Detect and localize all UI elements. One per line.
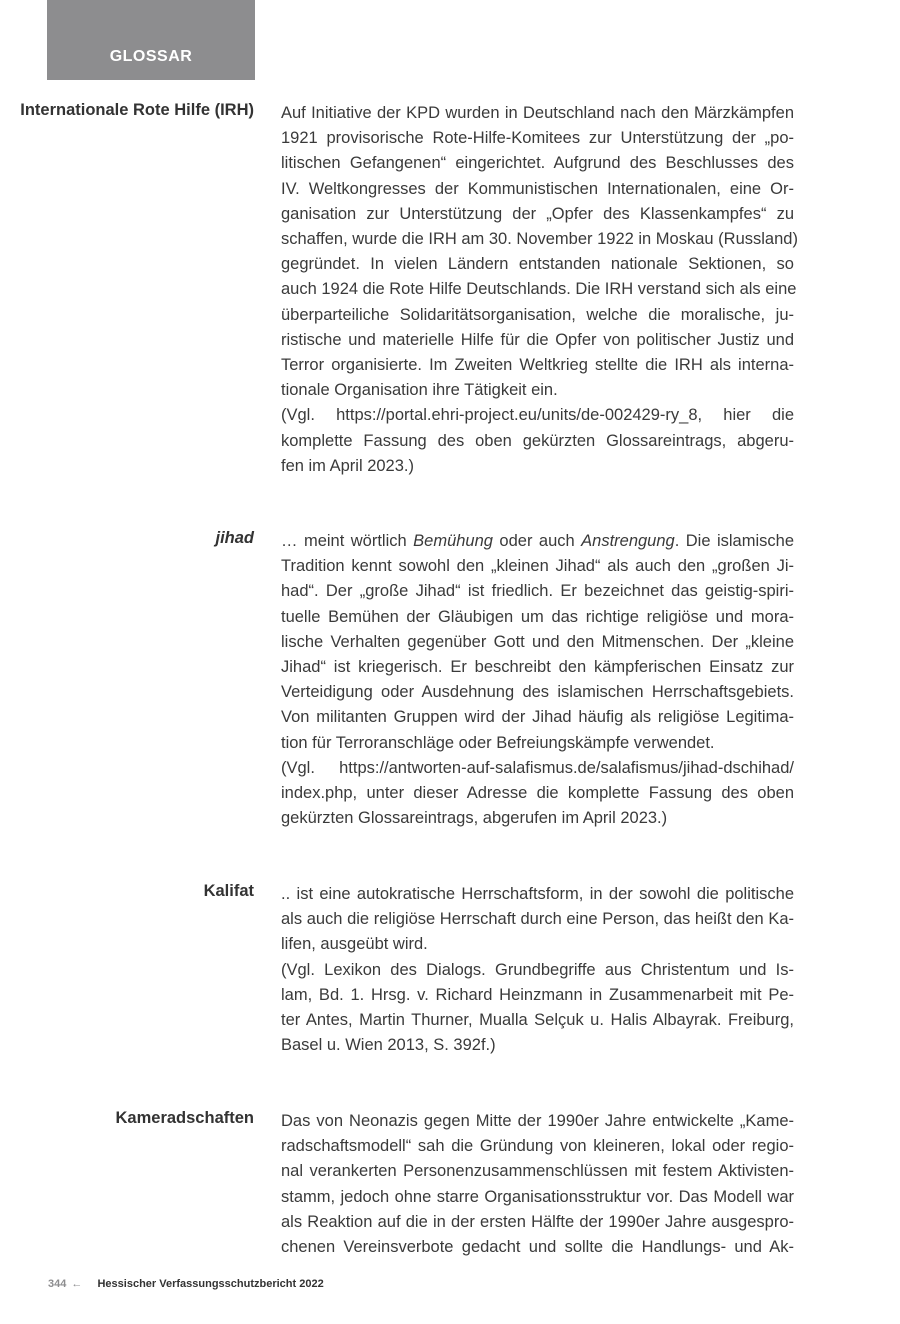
glossary-definition (281, 529, 794, 831)
definition-line: Jihad“ ist kriegerisch. Er beschreibt den kämpferischen Einsatz zur (281, 658, 794, 677)
definition-line: nal verankerten Personenzusammenschlüssen mit festem Aktivisten- (281, 1162, 794, 1181)
glossary-definition (281, 1109, 794, 1260)
definition-line: litischen Gefangenen“ eingerichtet. Aufgrund des Beschlusses des (281, 154, 794, 173)
definition-line: überparteiliche Solidaritätsorganisation, welche die moralische, ju- (281, 305, 794, 324)
page-number: 344 (48, 1278, 67, 1290)
text-run: oder auch (492, 532, 582, 550)
definition-line: schaffen, wurde die IRH am 30. November 1922 in Moskau (Russland) (281, 230, 798, 249)
emphasis-text: Anstrengung (581, 532, 675, 550)
section-tab-glossar (47, 0, 255, 80)
definition-line: Terror organisierte. Im Zweiten Weltkrieg stellte die IRH als interna- (281, 356, 794, 375)
definition-line: 1921 provisorische Rote-Hilfe-Komitees zur Unterstützung der „po- (281, 129, 794, 148)
citation-line: Basel u. Wien 2013, S. 392f.) (281, 1036, 496, 1055)
definition-line: Tradition kennt sowohl den „kleinen Jihad“ als auch den „großen Ji- (281, 557, 794, 576)
section-tab-label: GLOSSAR (109, 48, 193, 65)
definition-line: lische Verhalten gegenüber Gott und den Mitmenschen. Der „kleine (281, 632, 794, 651)
citation-line: lam, Bd. 1. Hrsg. v. Richard Heinzmann in Zusammenarbeit mit Pe- (281, 985, 794, 1004)
definition-line: stamm, jedoch ohne starre Organisationsstruktur vor. Das Modell war (281, 1187, 794, 1206)
citation-line: index.php, unter dieser Adresse die komplette Fassung des oben (281, 784, 794, 803)
definition-line: als Reaktion auf die in der ersten Hälfte der 1990er Jahre ausgespro- (281, 1212, 794, 1231)
citation-line: (Vgl. Lexikon des Dialogs. Grundbegriffe aus Christentum und Is- (281, 960, 794, 979)
definition-line: ristische und materielle Hilfe für die Opfer von politischer Justiz und (281, 330, 794, 349)
citation-line: (Vgl. https://antworten-auf-salafismus.de/salafismus/jihad-dschihad/ (281, 758, 794, 777)
definition-line: tion für Terroranschläge oder Befreiungskämpfe verwendet. (281, 733, 715, 752)
citation-line: gekürzten Glossareintrags, abgerufen im April 2023.) (281, 809, 668, 828)
definition-line: auch 1924 die Rote Hilfe Deutschlands. Die IRH verstand sich als eine (281, 280, 797, 299)
text-run: . Die islamische (674, 532, 794, 550)
definition-line: .. ist eine autokratische Herrschaftsform, in der sowohl die politische (281, 885, 794, 903)
definition-line: chenen Vereinsverbote gedacht und sollte die Handlungs- und Ak- (281, 1238, 794, 1257)
definition-line: Das von Neonazis gegen Mitte der 1990er Jahre entwickelte „Kame- (281, 1112, 794, 1130)
emphasis-text: Bemühung (413, 532, 493, 550)
definition-line: IV. Weltkongresses der Kommunistischen Internationalen, eine Or- (281, 179, 794, 198)
definition-line: Verteidigung oder Ausdehnung des islamischen Herrschaftsgebiets. (281, 683, 794, 702)
definition-line (281, 529, 794, 554)
report-title: Hessischer Verfassungsschutzbericht 2022 (97, 1278, 324, 1290)
citation-line: komplette Fassung des oben gekürzten Glossareintrags, abgeru- (281, 431, 794, 450)
definition-line: had“. Der „große Jihad“ ist friedlich. Er bezeichnet das geistig-spiri- (281, 582, 794, 601)
glossary-term: Internationale Rote Hilfe (IRH) (20, 101, 254, 119)
definition-line: Von militanten Gruppen wird der Jihad häufig als religiöse Legitima- (281, 708, 794, 727)
definition-line: Auf Initiative der KPD wurden in Deutschland nach den Märzkämpfen (281, 104, 794, 122)
glossary-definition (281, 882, 794, 1058)
definition-line: tionale Organisation ihre Tätigkeit ein. (281, 381, 558, 400)
glossary-term: Kalifat (203, 882, 254, 900)
citation-line: ter Antes, Martin Thurner, Mualla Selçuk u. Halis Albayrak. Freiburg, (281, 1011, 794, 1030)
definition-line: lifen, ausgeübt wird. (281, 935, 428, 954)
definition-line: gegründet. In vielen Ländern entstanden nationale Sektionen, so (281, 255, 794, 274)
citation-line: (Vgl. https://portal.ehri-project.eu/units/de-002429-ry_8, hier die (281, 406, 794, 425)
citation-line: fen im April 2023.) (281, 456, 414, 475)
definition-line: ganisation zur Unterstützung der „Opfer des Klassenkampfes“ zu (281, 204, 794, 223)
arrow-left-icon: ← (71, 1278, 83, 1290)
page-footer (48, 1278, 324, 1290)
definition-line: radschaftsmodell“ sah die Gründung von kleineren, lokal oder regio- (281, 1137, 794, 1156)
definition-line: als auch die religiöse Herrschaft durch eine Person, das heißt den Ka- (281, 910, 794, 929)
definition-line: tuelle Bemühen der Gläubigen um das richtige religiöse und mora- (281, 607, 794, 626)
text-run: … meint wörtlich (281, 532, 414, 550)
glossary-definition (281, 101, 798, 479)
glossary-term: Kameradschaften (115, 1109, 254, 1127)
glossary-term: jihad (215, 529, 254, 547)
